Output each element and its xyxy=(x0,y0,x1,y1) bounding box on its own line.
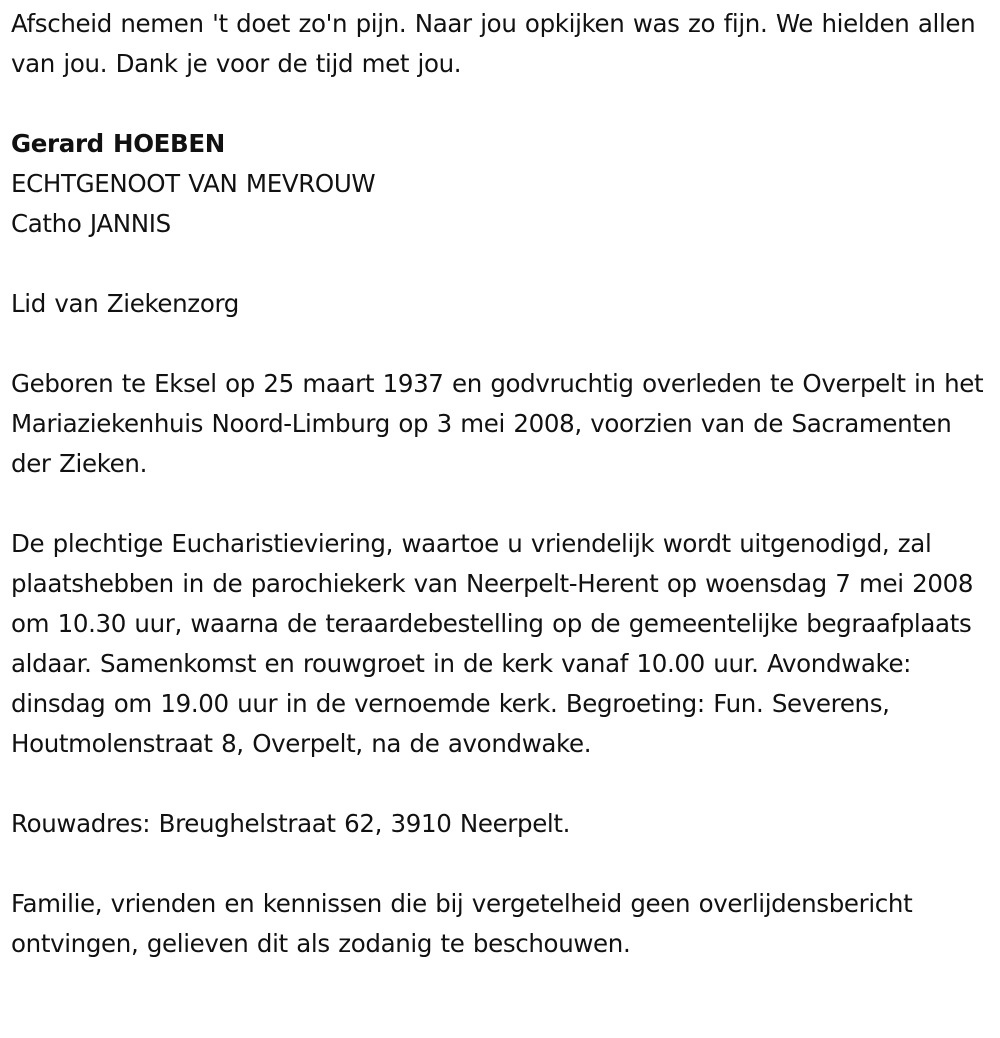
spacer xyxy=(11,84,995,124)
membership-line: Lid van Ziekenzorg xyxy=(11,289,239,318)
birth-death-paragraph: Geboren te Eksel op 25 maart 1937 en godvruchtig overleden te Overpelt in het Mariaziekenhuis Noord-Limburg op 3 mei 2008, voorzien van de Sacramenten der Zieken. xyxy=(11,369,984,478)
spouse-name: Catho JANNIS xyxy=(11,209,171,238)
spacer xyxy=(11,244,995,284)
spacer xyxy=(11,844,995,884)
relation-line: ECHTGENOOT VAN MEVROUW xyxy=(11,169,376,198)
spacer xyxy=(11,764,995,804)
deceased-name: Gerard HOEBEN xyxy=(11,129,225,158)
closing-paragraph: Familie, vrienden en kennissen die bij vergetelheid geen overlijdensbericht ontvingen, gelieven dit als zodanig te beschouwen. xyxy=(11,889,913,958)
ceremony-paragraph: De plechtige Eucharistieviering, waartoe u vriendelijk wordt uitgenodigd, zal plaatshebben in de parochiekerk van Neerpelt-Herent op woensdag 7 mei 2008 om 10.30 uur, waarna de teraardebestelling op de gemeentelijke begraafplaats aldaar. Samenkomst en rouwgroet in de kerk vanaf 10.00 uur. Avondwake: dinsdag om 19.00 uur in de vernoemde kerk. Begroeting: Fun. Severens, Houtmolenstraat 8, Overpelt, na de avondwake. xyxy=(11,529,974,758)
spacer xyxy=(11,324,995,364)
intro-verse: Afscheid nemen 't doet zo'n pijn. Naar jou opkijken was zo fijn. We hielden allen van jou. Dank je voor de tijd met jou. xyxy=(11,9,976,78)
obituary-notice xyxy=(11,4,995,964)
spacer xyxy=(11,484,995,524)
mourning-address: Rouwadres: Breughelstraat 62, 3910 Neerpelt. xyxy=(11,809,571,838)
